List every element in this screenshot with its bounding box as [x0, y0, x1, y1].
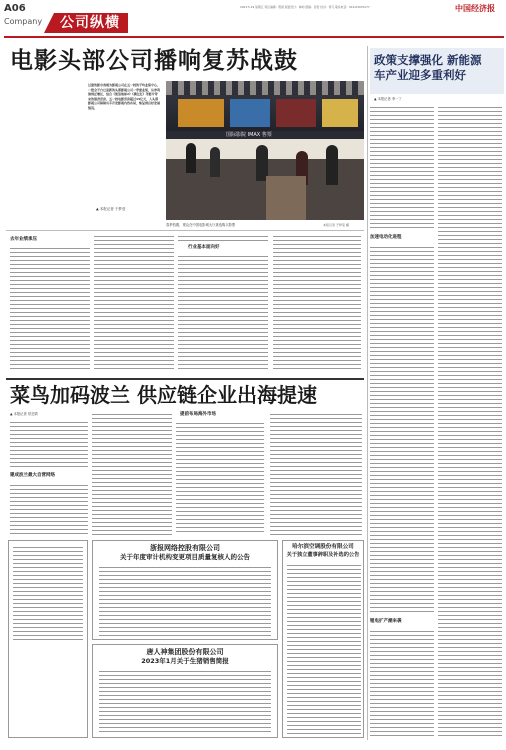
second-subhead-2: 提前布局海外市场 [180, 412, 216, 417]
notice-3-body-pre [13, 545, 83, 641]
notice-4 [92, 644, 278, 738]
section-cn: 公司纵横 [60, 15, 120, 31]
lead-summary: 过度的影市表现为影视公司在五一档的平均业绩中心，一股全平台已更新的头部影视公司一季度业绩，从净利润到正增长，结合《流浪地球2》《满江红》等影片带来的强劲票房，五一档电影票房超过15亿元，人头部影视公司频频出手开发影视内容布局，恢复到良好发展情况。 [88, 83, 160, 110]
side-subhead-2: 锂电扩产潮来袭 [370, 619, 402, 624]
photo-counter-sign: 国际影院 IMAX 售票 [226, 132, 272, 138]
masthead [0, 0, 506, 40]
notice-2-body [287, 563, 361, 735]
notice-1 [92, 540, 278, 640]
side-byline: ▲ 本报记者 李一丁 [374, 97, 402, 101]
lead-body-col-1 [10, 246, 90, 371]
second-body-col-3 [176, 421, 264, 535]
side-subhead-1: 加速电动化进程 [370, 235, 402, 240]
second-body-col-1b [10, 483, 88, 535]
section-tab-notch [44, 13, 54, 33]
second-subhead-1: 建成波兰最大自营网络 [10, 473, 55, 478]
side-headline: 政策支撑强化 新能源车产业迎多重利好 [374, 53, 482, 82]
lead-body-col-2 [94, 234, 174, 371]
second-headline: 菜鸟加码波兰 供应链企业出海提速 [10, 383, 317, 407]
lead-body-col-3b [178, 254, 268, 371]
page-code: A06 [4, 3, 26, 14]
second-body-col-4 [270, 412, 362, 535]
lead-subhead-2: 行业基本面向好 [188, 245, 220, 250]
side-body-col-1c [370, 629, 434, 737]
photo-credit: 本报记者 于梦莹 摄 [323, 223, 349, 227]
side-body-col-1a [370, 105, 434, 230]
lead-photo [166, 81, 364, 220]
second-byline: ▲ 本报记者 常芸婧 [10, 412, 38, 416]
notice-1-company: 浙报网络控股有限公司 [150, 544, 220, 552]
photo-caption: 春季档期，观众在中国电影城大厅挑选购买影票 [166, 223, 236, 227]
notice-1-body [99, 565, 271, 637]
newspaper-logo: 中国经济报 [455, 3, 495, 13]
side-divider [367, 46, 368, 740]
notice-3 [8, 540, 88, 738]
notice-3-company: 唐人神集团股份有限公司 [146, 648, 224, 656]
side-body-col-2 [438, 105, 502, 737]
second-rule-top [6, 378, 364, 380]
lead-headline: 电影头部公司播响复苏战鼓 [10, 47, 298, 74]
second-body-col-2 [92, 412, 172, 535]
side-body-col-1b [370, 245, 434, 615]
second-body-col-1a [10, 420, 88, 470]
lead-subhead-1: 去年业绩承压 [10, 237, 37, 242]
notice-2-company: 哈尔滨空调股份有限公司 [292, 544, 354, 550]
masthead-rule [4, 36, 504, 38]
section-en: Company [4, 17, 43, 26]
lead-body-col-4 [273, 234, 361, 371]
lead-rule [6, 230, 364, 231]
lead-body-col-3 [178, 234, 268, 244]
notice-3-title: 2023年1月关于生猪销售简报 [141, 657, 229, 665]
lead-byline: ▲ 本报记者 于梦莹 [96, 207, 126, 211]
top-meta: 2023.5.19 星期五 责任编辑：陈国 版面设计：韩帅 组稿：孙哲 校对：徐飞 联系电话：010-63070277 [240, 5, 370, 9]
notice-2-title: 关于独立董事辞职及补选的公告 [286, 552, 360, 558]
notice-1-title: 关于年度审计机构变更项目质量复核人的公告 [120, 553, 250, 561]
notice-2 [282, 540, 364, 738]
notice-3-body [99, 669, 271, 735]
